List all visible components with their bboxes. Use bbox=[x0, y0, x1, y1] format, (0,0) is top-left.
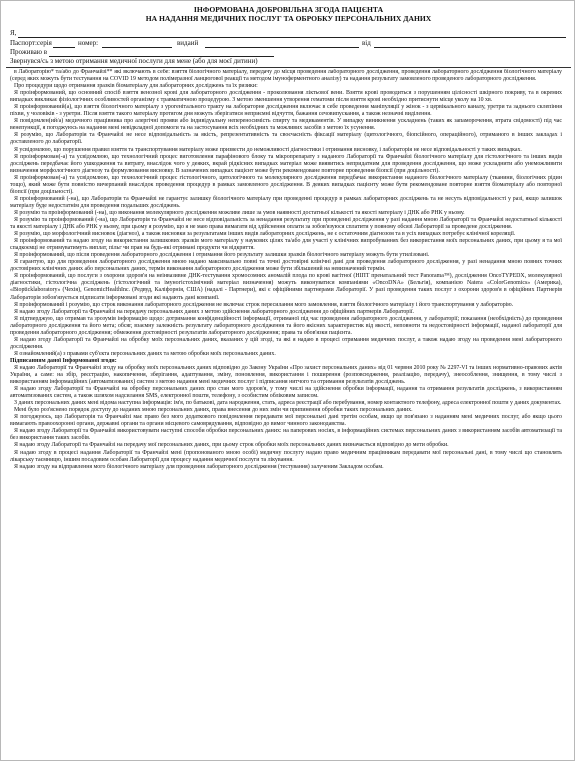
consent-paragraph: Мені було роз'яснено порядок доступу до наданих мною персональних даних, права внесення до них змін чи припинення обробки таких персональних даних. bbox=[14, 407, 413, 414]
consent-paragraph: Я надаю згоду Лабораторії та Франчайзі на обробку моїх персональних даних, вказаних у цій згоді, та які я надаю в процесі отримання медичних послуг, а також надаю згоду на проведення мені лабораторного дослідження. bbox=[10, 336, 562, 350]
consent-paragraph: Я проінформований, що послуги з охорони здоров'я на неінвазивне ДНК-тестування хромосомних аномалій плода по крові вагітної (НІПТ пренатальний тест Panorama™), дослідження OncoTYPEDX, молекулярної діагностики, гістологічна досліджень (гістологічний та імуногістохімічний матеріал визначення) можуть виконуватися компаніями «OncoDNA» (Бельгія), компанією Natera «ColorGenomics» (Америка), «Biopticklaboratory» (Чехія), GenomicHealthInc. (Редвуд, Каліфорнія, США) (надалі - Партнери), які є офіційними партнерами Лабораторії. У разі проведення таких послуг з охорони здоров'я в офіційних Партнерів Лабораторія зобов'язується підписати інформовані згоди які надають дані компанії. bbox=[10, 273, 562, 301]
consent-body bbox=[10, 69, 562, 755]
consent-paragraph: Я проінформований та надаю згоду на використання залишкових зразків мого матеріалу у наукових цілях та/або для участі у клінічних випробуваннях без використання моїх персональних даних, при цьому я та мої спадкоємці не отримуватимуть виплат, пільг чи прав на будь-які отримані продукти чи відкриття. bbox=[10, 238, 562, 252]
consent-paragraph: Я розумію, що морфологічний висновок (діагноз), а також висновки за результатами інших видів лабораторних досліджень, не є остаточним діагнозом та в усіх випадках потребує клінічної кореляції. bbox=[14, 231, 516, 238]
consent-paragraph: Я проінформований (-на), що Лабораторія та Франчайзі не гарантує залишку біологічного матеріалу при проведенні процедур в рамках лабораторних досліджень та не несуть відповідальності у разі, якщо залишок матеріалу буде недостатнім для проведення подальших досліджень. bbox=[10, 195, 562, 209]
consent-paragraph: З даних персональних даних мені відома наступна інформація: ім'я, по батькові, дата народження, стать, адреса реєстрації або перебування, номер контактного телефону, адреса електронної пошти у даних документах. bbox=[14, 400, 562, 407]
document-title-line2: НА НАДАННЯ МЕДИЧНИХ ПОСЛУГ ТА ОБРОБКУ ПЕРСОНАЛЬНИХ ДАНИХ bbox=[145, 14, 432, 23]
passport-issuer-field[interactable] bbox=[205, 47, 359, 48]
divider bbox=[6, 67, 571, 68]
consent-paragraph: Я проінформован(-а) та усвідомлюю, що технологічний процес гістологічного, цитологічного та молекулярного дослідження передбачає використання наданого біологічного матеріалу (тканини, біологічних рідин тощо), який може бути повністю вичерпаний внаслідок проведення процедур в рамках замовленого дослідження. В деяких випадках пацієнту може бути рекомендоване повторне взяття біоматеріалу або повторної біопсії (при доцільності). bbox=[10, 174, 562, 195]
consent-paragraph: Я проінформований, що основний спосіб взяття венозної крові для лабораторного дослідження - проколювання ліктьової вени. Взяття крові проводиться з порушенням цілісності шкірного покриву, та в окремих випадках викликає фізіологічних особливостей організму є травматичною процедурою. З метою зменшення утворення гематоми після взяття крові необхідно притиснути місце уколу на 10 хв. bbox=[10, 90, 562, 104]
consent-paragraph: Я проінформований(а), що взяття біологічного матеріалу з урогенітального тракту на лабораторне дослідження включає в себе проведення маніпуляції у жінок - з цервікального каналу, уретри та заднього склепіння піхви, у чоловіків - з уретри. Після взяття такого матеріалу протягом дня можуть зберігатися неприємні відчуття, бажання сечовипускання, а також незначні виділення. bbox=[10, 104, 562, 118]
passport-series-field[interactable] bbox=[53, 47, 75, 48]
request-label: Звернувся/сь з метою отримання медичної послуги для мене (або для моєї дитини) bbox=[10, 57, 258, 65]
full-name-field[interactable] bbox=[18, 37, 566, 38]
consent-paragraph: Я повідомлен(ий/а) медичного працівника про алергічні прояви або індивідуальну непереносимість спирту та медикаментів. У випадку виникнення ускладнень (таких як запаморочення, втрата свідомості) під час венепункції, я погоджуюсь на надання мені невідкладної допомоги та на застосування всіх необхідних та можливих засобів з метою їх усунення. bbox=[10, 118, 562, 132]
consent-paragraph: Я гарантую, що для проведення лабораторного дослідження мною надано максимально повні та точні достовірні клінічні дані для проведення лабораторного дослідження, у разі ненадання мною повних точних достовірних клінічних даних або персональних даних, термін виконання лабораторного дослідження може бути збільшений на невизначений термін. bbox=[10, 259, 562, 273]
consent-paragraph: Я розумію та проінформований (-на), що Лабораторія та Франчайзі не несе відповідальність за ненадання результату при проведенні дослідження у разі надання мною Лабораторії та Франчайзі недостатньої кількості та якості матеріалу і ДНК або РНК у ньому, при цьому я розумію, що я не маю права вимагати від здійснення оплати за зобов'язуюся сплатити у повному обсязі Лабораторії за проведене дослідження. bbox=[10, 216, 562, 231]
consent-paragraph: Я проінформований, що після проведення лабораторного дослідження і отримання його результату залишки зразків біологічного матеріалу можуть бути утилізовані. bbox=[14, 252, 430, 259]
consent-paragraph: Про процедури щодо отримання зразків біоматеріалу для лабораторних досліджень та їх ризики: bbox=[14, 83, 258, 90]
consent-paragraph: Я проінформований і розумію, що строк виконання лабораторного дослідження не включає строк пересилання мого замовлення, взяття біологічного матеріалу і його транспортування у лабораторію. bbox=[14, 301, 514, 308]
consent-paragraph: Я розумію та проінформований (-на), що виконання молекулярного дослідження можливе лише за умов наявності достатньої кількості та якості матеріалу і ДНК або РНК у ньому. bbox=[14, 209, 465, 216]
consent-paragraph: Я усвідомлюю, що порушення правил взяття та транспортування матеріалу може призвести до неможливості діагностики і отримання висновку, і лабораторія не несе відповідальності у таких випадках. bbox=[14, 146, 522, 153]
address-label: Проживаю в bbox=[10, 48, 48, 56]
passport-series-label: Паспорт:серія bbox=[10, 39, 52, 47]
passport-date-label: від bbox=[362, 39, 371, 47]
name-label: Я, bbox=[10, 29, 17, 37]
consent-paragraph: Я надаю згоду Лабораторії та Франчайзі на обробку персональних даних про стан мого здоров'я, у тому числі на здійснення обробки інформації, надання та отримання результатів досліджень, з використанням автоматизованих систем, а також шляхом надсилання SMS, електронної пошти, телефону, з особистим обліковим записом. bbox=[10, 386, 562, 400]
consent-paragraph: Я підтверджую, що отримав та зрозумів інформацію щодо: дотримання конфіденційності інформації, отриманої під час проведення лабораторного дослідження, у лабораторії; показання (необхідність) до проведення лабораторного дослідження та його мета; обсяг, взаємну залежність результату лабораторного дослідження та його якісних характеристик від якості, неповноти та недостовірності інформації, наданої лабораторії для проведення лабораторного дослідження; обмеження достовірності результатів лабораторного дослідження; права та обов'язки пацієнта. bbox=[10, 315, 562, 336]
passport-number-label: номер: bbox=[78, 39, 99, 47]
passport-issuer-label: видаий bbox=[177, 39, 199, 47]
consent-paragraph: Я надаю згоду на відправлення мого біологічного матеріалу для проведення лабораторного дослідження (тестування) залученим Закладом особам. bbox=[14, 463, 384, 470]
consent-paragraph: Я надаю Лабораторії та Франчайзі згоду на обробку моїх персональних даних відповідно до Закону України «Про захист персональних даних» від 01 червня 2010 року № 2297-VI та інших нормативно-правових актів України, а саме: на збір, реєстрацію, накопичення, зберігання, адаптування, зміну, поновлення, використання і поширення (розповсюдження, реалізацію, передачу), знеособлення, знищення, в тому числі з використанням інформаційних (автоматизованих) систем з метою надання мені медичних послуг і підписання нитчого та отримання результатів досліджень. bbox=[10, 364, 562, 386]
consent-paragraph: Я розумію, що Лабораторія та Франчайзі не несе відповідальність за якість, репрезентативність та своєчасність фіксації матеріалу (цитологічного, біопсійного, операційного), отриманого в інших закладах і доставленого до лабораторії. bbox=[10, 132, 562, 146]
passport-date-field[interactable] bbox=[374, 47, 440, 48]
consent-paragraph: Я надаю згоду Лабораторії та Франчайзі використовувати наступні способи обробки персональних даних: на паперових носіях, в інформаційних системах персональних даних з використанням засобів автоматизації та без використання таких засобів. bbox=[10, 428, 562, 442]
consent-paragraph: Я проінформован(-а) та усвідомлюю, що технологічний процес виготовлення парафінового блоку та мікропрепарату з наданого Лабораторії та Франчайзі біологічного матеріалу для гістологічного та інших видів досліджень передбачає його ушкодження та витрату, внаслідок чого у деяких, вкрай рідкісних випадках матеріал може виявитись непридатним для проведення дослідження, що може ускладнити або унеможливити визначення морфологічного діагнозу та формулювання висновку. В зазначених випадках пацієнт може бути рекомендоване повторне проведення біопсії (при доцільності). bbox=[10, 153, 562, 174]
passport-number-field[interactable] bbox=[102, 47, 172, 48]
consent-paragraph: Я надаю згоду Лабораторії та Франчайзі на передачу персональних даних з метою здійснення лабораторного дослідження до офіційних партнерів Лабораторії. bbox=[14, 308, 414, 315]
consent-paragraph: Я надаю згоду в процесі надання Лабораторії та Франчайзі мені (пропонованого мною особі) медичну послугу надаю право медичним працівникам передавати мої персональні дані, в тому числі що становлять лікарську таємницю, іншим посадовим особам Лабораторії для процесу надання медичної послуги та лікування. bbox=[10, 449, 562, 463]
consent-section-heading: Підписанням даної Інформованої згоди: bbox=[10, 357, 117, 364]
consent-paragraph: Я надаю згоду Лабораторії та Франчайзі на передачу мої персональних даних, при цьому строк обробки моїх персональних даних визначається відповідно до мети обробки. bbox=[14, 442, 449, 449]
document-title-line1: ІНФОРМОВАНА ДОБРОВІЛЬНА ЗГОДА ПАЦІЄНТА bbox=[193, 5, 384, 14]
consent-paragraph: Я погоджуюсь, що Лабораторія та Франчайзі має право без мого додаткового повідомлення передавати мої персональні дані третім особам, якщо це пов'язано з наданням мені медичних послуг, або якщо цього вимагають правоохоронні органи, державні органи та органи місцевого самоврядування, відповідно до вимог чинного законодавства. bbox=[10, 414, 562, 428]
consent-paragraph: в Лабораторію* та/або до Франчайзі** які включають в себе: взяття біологічного матеріалу, передачу до місця проведення лабораторного дослідження, проведення лабораторного дослідження біологічного матеріалу (серед яких можуть бути тестування на COVID 19 методом полімеразної ланцюгової реакції та методом імуноферментного аналізу) та надання результату замовленого проведеного лабораторного дослідження. bbox=[10, 69, 562, 83]
consent-paragraph: Я ознайомлений(а) з правами суб'єкта персональних даних та метою обробки моїх персональних даних. bbox=[14, 350, 276, 357]
